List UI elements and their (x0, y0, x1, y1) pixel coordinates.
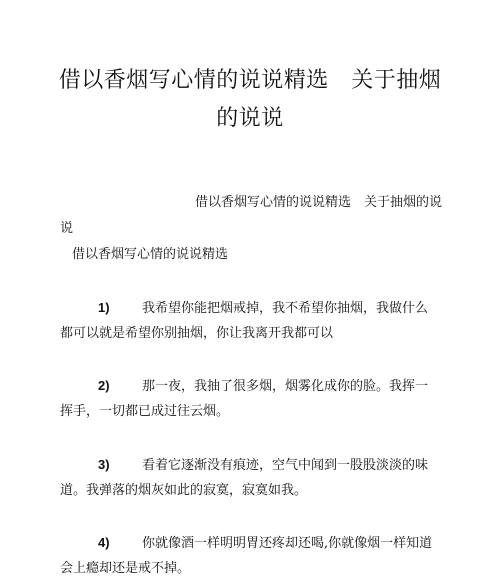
list-item (60, 373, 442, 400)
item-line-1: 你就像酒一样明明胃还疼却还喝,你就像烟一样知道 (142, 536, 433, 551)
item-line-2: 道。我弹落的烟灰如此的寂寞，寂寞如我。 (60, 483, 308, 498)
item-number: 3) (98, 457, 110, 472)
list-item (60, 452, 442, 479)
item-number: 1) (98, 300, 110, 315)
list-item (60, 295, 442, 322)
subtitle-line-1: 借以香烟写心情的说说精选 关于抽烟的说 (194, 195, 442, 210)
title-line-1: 借以香烟写心情的说说精选 关于抽烟 (58, 68, 442, 93)
item-line-2: 会上瘾却还是戒不掉。 (60, 561, 191, 576)
item-line-1: 我希望你能把烟戒掉，我不希望你抽烟，我做什么 (142, 301, 429, 316)
item-number: 2) (98, 378, 110, 393)
document-title (40, 62, 460, 138)
section-heading: 借以香烟写心情的说说精选 (72, 247, 229, 262)
item-line-2: 都可以就是希望你别抽烟，你让我离开我都可以 (60, 326, 334, 341)
title-line-2: 的说说 (216, 106, 284, 131)
list-item (60, 530, 442, 557)
item-number: 4) (98, 535, 110, 550)
item-line-2: 挥手，一切都已成过往云烟。 (60, 404, 230, 419)
item-line-1: 看着它逐渐没有痕迹，空气中闻到一股股淡淡的味 (142, 458, 429, 473)
subtitle-line-2: 说 (60, 221, 74, 236)
item-line-1: 那一夜，我抽了很多烟，烟雾化成你的脸。我挥一 (142, 379, 429, 394)
